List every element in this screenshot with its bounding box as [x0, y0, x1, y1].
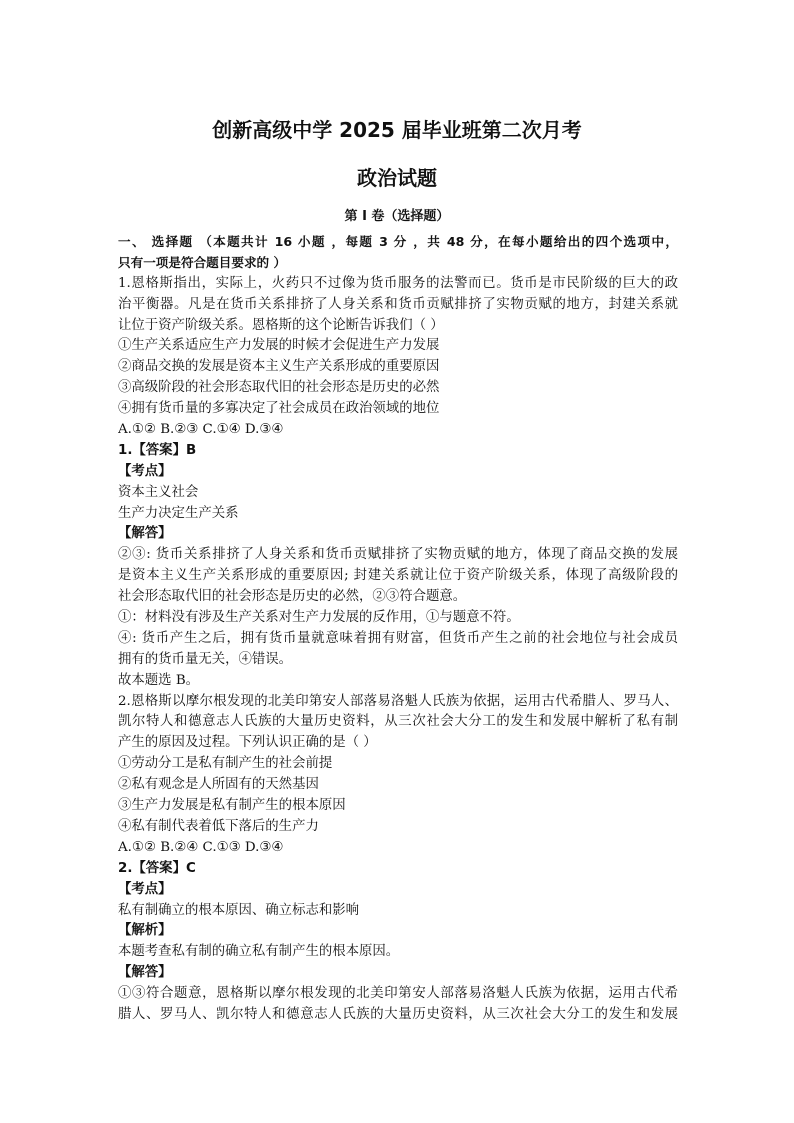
q2-option-3: ③生产力发展是私有制产生的根本原因 [118, 798, 346, 814]
q2-choices: A.①② B.②④ C.①③ D.③④ [118, 839, 284, 855]
q2-option-2: ②私有观念是人所固有的天然基因 [118, 777, 319, 793]
q1-option-1: ①生产关系适应生产力发展的时候才会促进生产力发展 [118, 338, 440, 354]
q2-kaodian-label: 【考点】 [118, 881, 172, 897]
q2-jieda-line-1: ①③符合题意，恩格斯以摩尔根发现的北美印第安人部落易洛魁人氏族为依据，运用古代希 [118, 986, 678, 1002]
q1-kaodian-label: 【考点】 [118, 463, 172, 479]
q2-option-4: ④私有制代表着低下落后的生产力 [118, 818, 319, 834]
q2-stem-line-1: 2.恩格斯以摩尔根发现的北美印第安人部落易洛魁人氏族为依据，运用古代希腊人、罗马人、 [118, 693, 678, 709]
q1-option-2: ②商品交换的发展是资本主义生产关系形成的重要原因 [118, 359, 440, 375]
subject-title: 政治试题 [357, 166, 437, 190]
q1-jieda-line-7: 故本题选 B。 [118, 672, 200, 688]
q1-jieda-line-6: 拥有的货币量无关，④错误。 [118, 651, 293, 667]
q1-stem-line-2: 治平衡器。凡是在货币关系排挤了人身关系和货币贡赋排挤了实物贡赋的地方，封建关系就 [118, 296, 678, 312]
q1-option-4: ④拥有货币量的多寡决定了社会成员在政治领域的地位 [118, 401, 440, 417]
section-heading-line-1: 一、 选择题 （本题共计 16 小题 ，每题 3 分 ，共 48 分，在每小题给出的四个选项中， [118, 234, 678, 249]
q1-answer: 1.【答案】B [118, 442, 197, 458]
q2-jieda-line-2: 腊人、罗马人、凯尔特人和德意志人氏族的大量历史资料，从三次社会大分工的发生和发展 [118, 1006, 678, 1022]
volume-title: 第 I 卷（选择题） [344, 209, 450, 224]
q1-kaodian-2: 生产力决定生产关系 [118, 505, 239, 521]
section-heading-line-2: 只有一项是符合题目要求的 ） [118, 254, 287, 270]
q1-jieda-line-2: 是资本主义生产关系形成的重要原因; 封建关系就让位于资产阶级关系，体现了高级阶段的 [118, 568, 678, 584]
q2-stem-line-3: 产生的原因及过程。下列认识正确的是（ ） [118, 735, 377, 751]
q1-stem-line-1: 1.恩格斯指出，实际上，火药只不过像为货币服务的法警而已。货币是市民阶级的巨大的政 [118, 275, 678, 291]
q1-option-3: ③高级阶段的社会形态取代旧的社会形态是历史的必然 [118, 380, 440, 396]
q2-stem-line-2: 凯尔特人和德意志人氏族的大量历史资料，从三次社会大分工的发生和发展中解析了私有制 [118, 714, 678, 730]
q1-jieda-line-5: ④: 货币产生之后，拥有货币量就意味着拥有财富，但货币产生之前的社会地位与社会成员 [118, 630, 678, 646]
q1-jieda-line-1: ②③: 货币关系排挤了人身关系和货币贡赋排挤了实物贡赋的地方，体现了商品交换的发展 [118, 547, 678, 563]
exam-title: 创新高级中学 2025 届毕业班第二次月考 [212, 118, 582, 142]
q1-stem-line-3: 让位于资产阶级关系。恩格斯的这个论断告诉我们（ ） [118, 317, 444, 333]
q2-option-1: ①劳动分工是私有制产生的社会前提 [118, 756, 333, 772]
q2-answer: 2.【答案】C [118, 860, 196, 876]
q1-choices: A.①② B.②③ C.①④ D.③④ [118, 422, 284, 438]
exam-body [118, 232, 678, 1026]
q1-jieda-line-4: ①：材料没有涉及生产关系对生产力发展的反作用，①与题意不符。 [118, 610, 520, 626]
q2-jiexi-1: 本题考查私有制的确立私有制产生的根本原因。 [118, 944, 400, 960]
q2-jieda-label: 【解答】 [118, 965, 172, 981]
q2-jiexi-label: 【解析】 [118, 923, 172, 939]
q1-jieda-label: 【解答】 [118, 526, 172, 542]
q1-jieda-line-3: 社会形态取代旧的社会形态是历史的必然，②③符合题意。 [118, 589, 467, 605]
q1-kaodian-1: 资本主义社会 [118, 484, 199, 500]
q2-kaodian-1: 私有制确立的根本原因、确立标志和影响 [118, 902, 360, 918]
